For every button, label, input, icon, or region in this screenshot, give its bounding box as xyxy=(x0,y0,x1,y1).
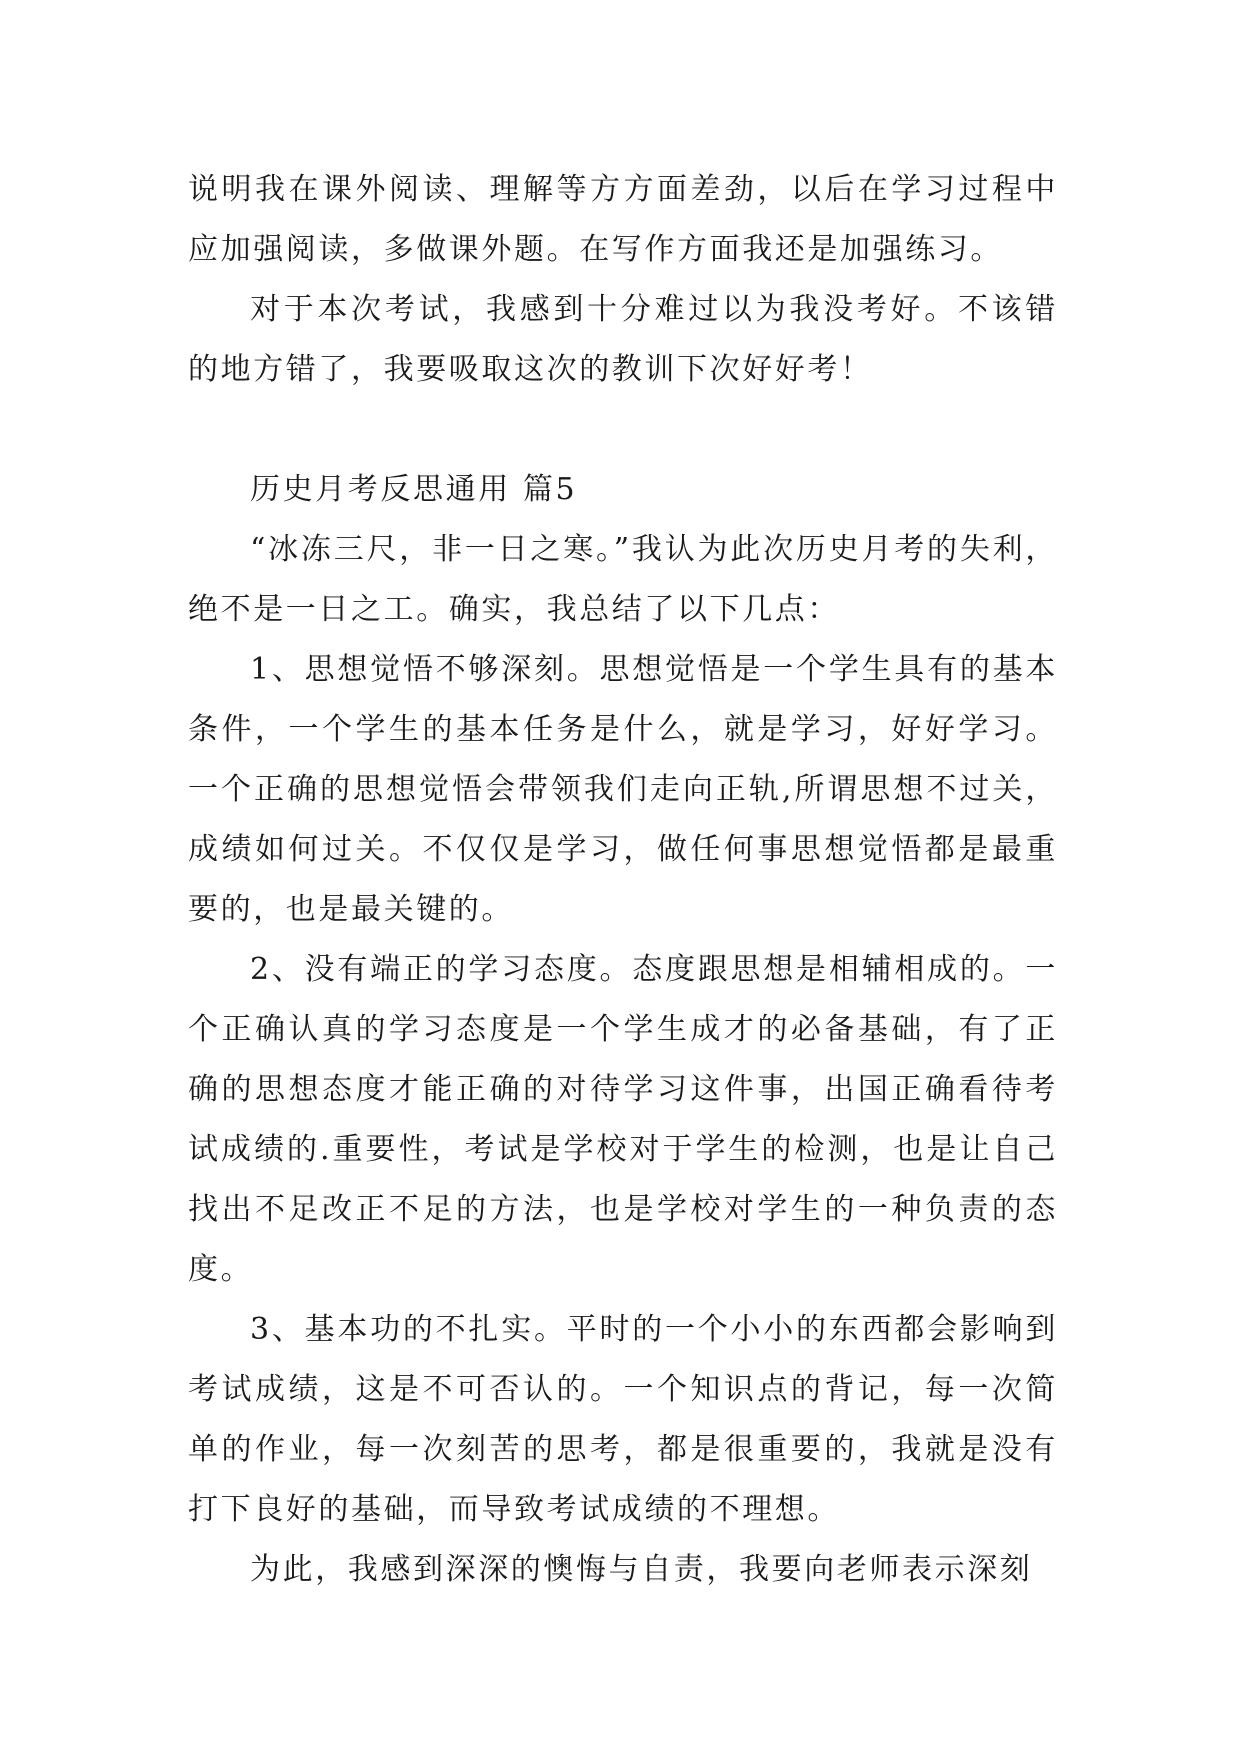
paragraph-point-1: 1、思想觉悟不够深刻。思想觉悟是一个学生具有的基本条件，一个学生的基本任务是什么，就是学习，好好学习。一个正确的思想觉悟会带领我们走向正轨,所谓思想不过关，成绩如何过关。不仅仅是学习，做任何事思想觉悟都是最重要的，也是最关键的。 xyxy=(188,652,1058,927)
paragraph-reading-summary: 说明我在课外阅读、理解等方方面差劲，以后在学习过程中应加强阅读，多做课外题。在写作方面我还是加强练习。 xyxy=(188,172,1058,267)
document-body xyxy=(188,160,1058,1600)
paragraph-point-2: 2、没有端正的学习态度。态度跟思想是相辅相成的。一个正确认真的学习态度是一个学生成才的必备基础，有了正确的思想态度才能正确的对待学习这件事，出国正确看待考试成绩的.重要性，考试是学校对于学生的检测，也是让自己找出不足改正不足的方法，也是学校对学生的一种负责的态度。 xyxy=(188,952,1058,1287)
paragraph-exam-feeling: 对于本次考试，我感到十分难过以为我没考好。不该错的地方错了，我要吸取这次的教训下次好好考！ xyxy=(188,292,1058,387)
section-heading: 历史月考反思通用 篇5 xyxy=(250,472,578,507)
section-gap xyxy=(188,400,1058,460)
paragraph-conclusion: 为此，我感到深深的懊悔与自责，我要向老师表示深刻 xyxy=(250,1552,1033,1587)
paragraph-point-3: 3、基本功的不扎实。平时的一个小小的东西都会影响到考试成绩，这是不可否认的。一个知识点的背记，每一次简单的作业，每一次刻苦的思考，都是很重要的，我就是没有打下良好的基础，而导致考试成绩的不理想。 xyxy=(188,1312,1058,1527)
paragraph-intro: “冰冻三尺，非一日之寒。”我认为此次历史月考的失利，绝不是一日之工。确实，我总结了以下几点： xyxy=(188,532,1058,627)
